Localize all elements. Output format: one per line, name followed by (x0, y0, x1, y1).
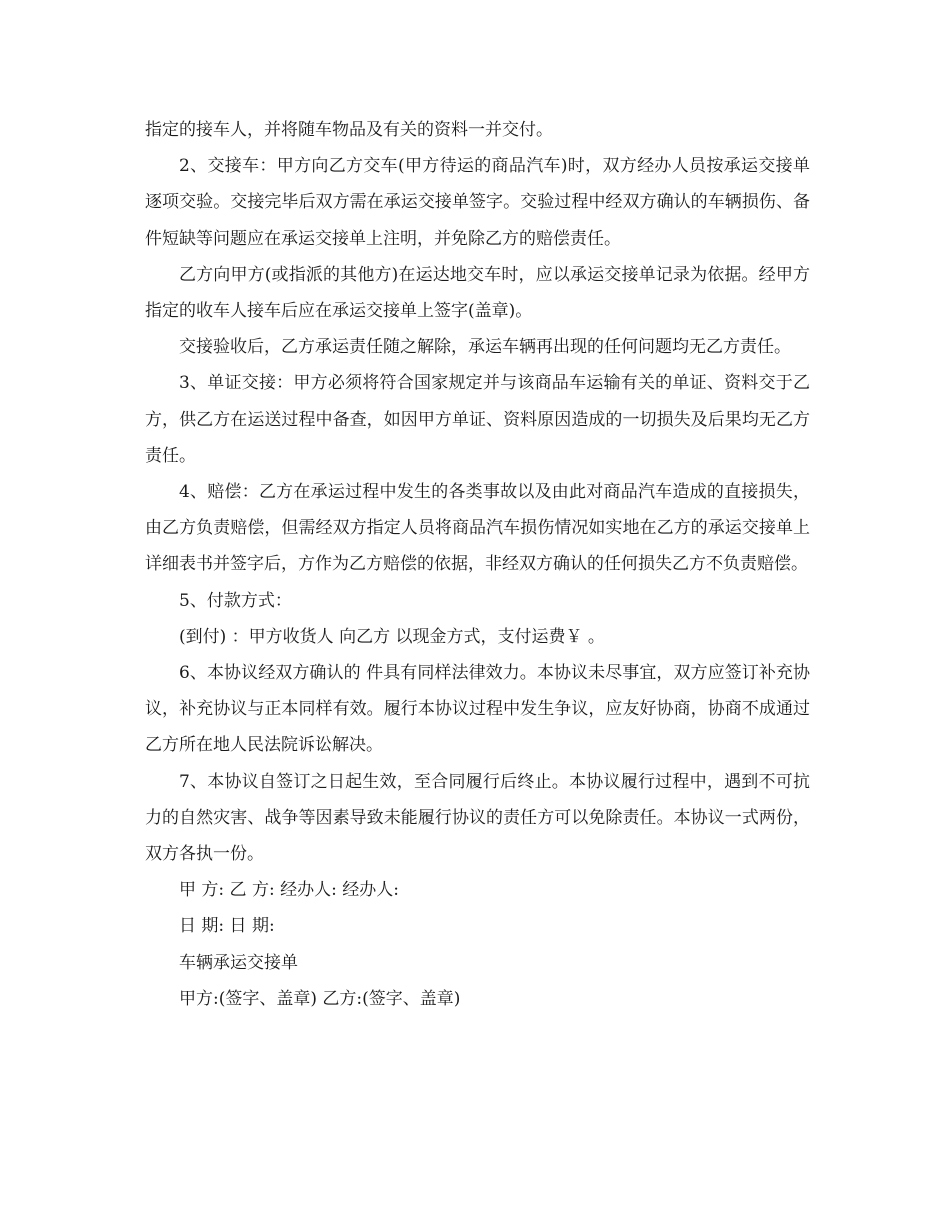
form-signature-line: 甲方:(签字、盖章) 乙方:(签字、盖章) (179, 988, 461, 1009)
paragraph-responsibility-release: 交接验收后，乙方承运责任随之解除，承运车辆再出现的任何问题均无乙方责任。 (179, 337, 791, 358)
paragraph-clause-2: 2、交接车：甲方向乙方交车(甲方待运的商品汽车)时，双方经办人员按承运交接单逐项交验。交接完毕后双方需在承运交接单签字。交验过程中经双方确认的车辆损伤、备件短缺等问题应在承运交接单上注明，并免除乙方的赔偿责任。 (145, 156, 810, 249)
signature-date-line: 日 期: 日 期: (179, 916, 275, 937)
form-title: 车辆承运交接单 (179, 952, 298, 973)
paragraph-clause-3: 3、单证交接：甲方必须将符合国家规定并与该商品车运输有关的单证、资料交于乙方，供乙方在运送过程中备查，如因甲方单证、资料原因造成的一切损失及后果均无乙方责任。 (145, 373, 810, 466)
paragraph-continuation: 指定的接车人，并将随车物品及有关的资料一并交付。 (145, 120, 553, 140)
paragraph-clause-5: 5、付款方式： (179, 590, 292, 611)
paragraph-clause-6: 6、本协议经双方确认的 件具有同样法律效力。本协议未尽事宜，双方应签订补充协议，补充协议与正本同样有效。履行本协议过程中发生争议，应友好协商，协商不成通过乙方所在地人民法院诉讼解决。 (145, 663, 810, 756)
signature-parties-line: 甲 方: 乙 方: 经办人: 经办人: (179, 880, 399, 901)
document-body (145, 112, 810, 1017)
paragraph-clause-4: 4、赔偿：乙方在承运过程中发生的各类事故以及由此对商品汽车造成的直接损失，由乙方负责赔偿，但需经双方指定人员将商品汽车损伤情况如实地在乙方的承运交接单上详细表书并签字后，方作为乙方赔偿的依据，非经双方确认的任何损失乙方不负责赔偿。 (145, 482, 810, 575)
paragraph-clause-7: 7、本协议自签订之日起生效，至合同履行后终止。本协议履行过程中，遇到不可抗力的自然灾害、战争等因素导致未能履行协议的责任方可以免除责任。本协议一式两份，双方各执一份。 (145, 771, 810, 865)
paragraph-delivery-basis: 乙方向甲方(或指派的其他方)在运达地交车时，应以承运交接单记录为依据。经甲方指定的收车人接车后应在承运交接单上签字(盖章)。 (145, 264, 810, 322)
paragraph-payment-terms: (到付) ：甲方收货人 向乙方 以现金方式，支付运费￥ 。 (179, 626, 605, 647)
